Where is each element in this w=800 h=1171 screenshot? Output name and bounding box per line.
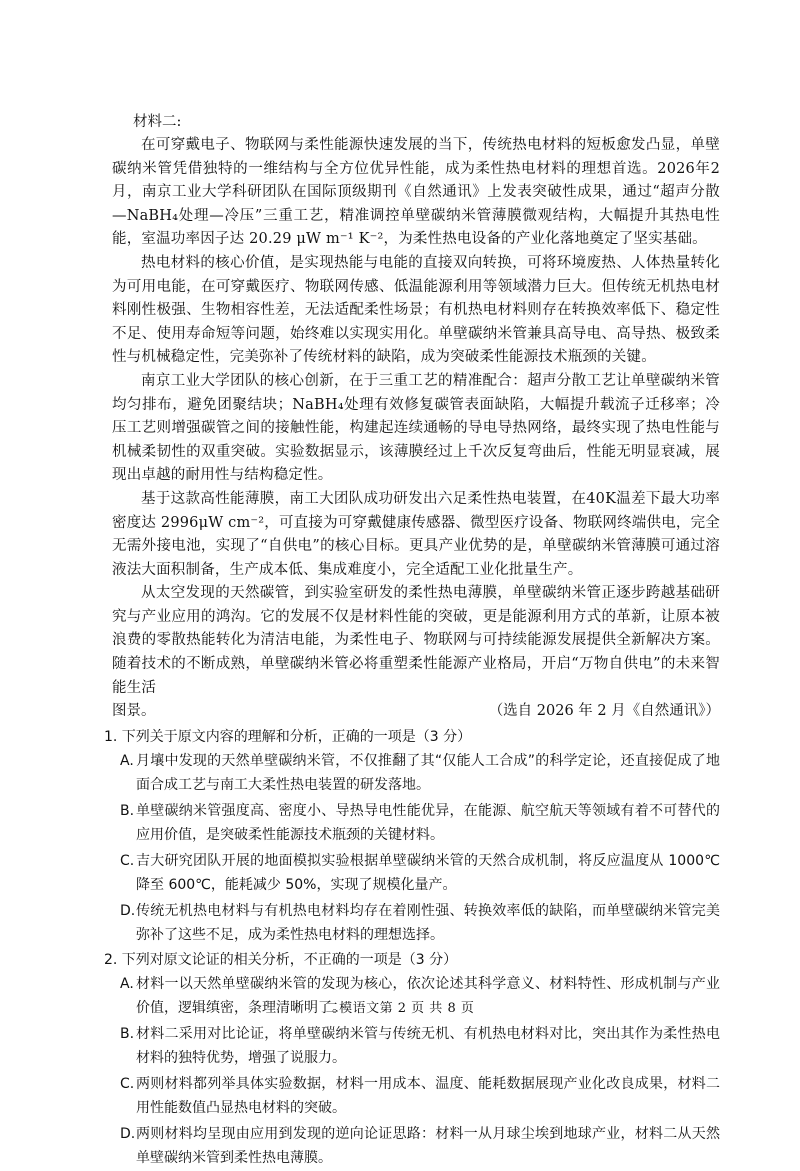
material-heading: 材料二: <box>133 114 182 130</box>
question-1-option-a <box>120 749 720 798</box>
option-text: 材料二采用对比论证，将单壁碳纳米管与传统无机、有机热电材料对比，突出其作为柔性热电材料的独特优势，增强了说服力。 <box>136 1025 720 1067</box>
material-source-citation: （选自 2026 年 2 月《自然通讯》） <box>488 703 720 720</box>
question-1-stem: 1. 下列关于原文内容的理解和分析，正确的一项是（3 分） <box>104 728 472 745</box>
question-1-option-d <box>120 899 720 948</box>
option-letter: C. <box>120 852 135 869</box>
material-paragraph-1: 在可穿戴电子、物联网与柔性能源快速发展的当下，传统热电材料的短板愈发凸显，单壁碳纳米管凭借独特的一维结构与全方位优异性能，成为柔性热电材料的理想首选。2026年2月，南京工业大学科研团队在国际顶级期刊《自然通讯》上发表突破性成果，通过“超声分散—NaBH₄处理—冷压”三重工艺，精准调控单壁碳纳米管薄膜微观结构，大幅提升其热电性能，室温功率因子达 20.29 μW m⁻¹ K⁻²，为柔性热电设备的产业化落地奠定了坚实基础。 <box>112 137 720 248</box>
question-2-option-d <box>120 1122 720 1171</box>
material-paragraph-3: 南京工业大学团队的核心创新，在于三重工艺的精准配合：超声分散工艺让单壁碳纳米管均匀排布，避免团聚结块；NaBH₄处理有效修复碳管表面缺陷，大幅提升载流子迁移率；冷压工艺则增强碳管之间的接触性能，构建起连续通畅的导电导热网络，最终实现了热电性能与机械柔韧性的双重突破。实验数据显示，该薄膜经过上千次反复弯曲后，性能无明显衰减，展现出卓越的耐用性与结构稳定性。 <box>112 372 720 484</box>
material-paragraph-5: 从太空发现的天然碳管，到实验室研发的柔性热电薄膜，单壁碳纳米管正逐步跨越基础研究与产业应用的鸿沟。它的发展不仅是材料性能的突破，更是能源利用方式的革新，让原本被浪费的零散热能转化为清洁电能，为柔性电子、物联网与可持续能源发展提供全新解决方案。随着技术的不断成熟，单壁碳纳米管必将重塑柔性能源产业格局，开启“万物自供电”的未来智能生活 <box>112 585 720 696</box>
option-letter: D. <box>120 902 136 919</box>
option-text: 两则材料均呈现由应用到发现的逆向论证思路：材料一从月球尘埃到地球产业，材料二从天然单壁碳纳米管到柔性热电薄膜。 <box>136 1125 720 1167</box>
option-letter: B. <box>120 1025 135 1042</box>
option-letter: A. <box>120 752 134 769</box>
question-2-option-b <box>120 1022 720 1071</box>
question-2 <box>104 949 720 1171</box>
material-last-words: 图景。 <box>112 703 156 720</box>
material-paragraph-2: 热电材料的核心价值，是实现热能与电能的直接双向转换，可将环境废热、人体热量转化为可用电能，在可穿戴医疗、物联网传感、低温能源利用等领域潜力巨大。但传统无机热电材料刚性极强、生物相容性差，无法适配柔性场景；有机热电材料则存在转换效率低下、稳定性不足、使用寿命短等问题，始终难以实现实用化。单壁碳纳米管兼具高导电、高导热、极致柔性与机械稳定性，完美弥补了传统材料的缺陷，成为突破柔性能源技术瓶颈的关键。 <box>112 254 720 366</box>
material-body <box>112 134 720 724</box>
material-closing-line <box>112 700 720 724</box>
option-letter: B. <box>120 802 135 819</box>
option-letter: C. <box>120 1075 135 1092</box>
option-letter: A. <box>120 975 134 992</box>
option-text: 材料一以天然单壁碳纳米管的发现为核心，依次论述其科学意义、材料特性、形成机制与产业价值，逻辑缜密，条理清晰明了。 <box>136 975 720 1017</box>
option-text: 单壁碳纳米管强度高、密度小、导热导电性能优异，在能源、航空航天等领域有着不可替代的应用价值，是突破柔性能源技术瓶颈的关键材料。 <box>136 802 720 844</box>
question-1-option-c <box>120 849 720 898</box>
option-text: 月壤中发现的天然单壁碳纳米管，不仅推翻了其“仅能人工合成”的科学定论，还直接促成了地面合成工艺与南工大柔性热电装置的研发落地。 <box>136 752 720 794</box>
option-text: 两则材料都列举具体实验数据，材料一用成本、温度、能耗数据展现产业化改良成果，材料二用性能数值凸显热电材料的突破。 <box>136 1075 720 1117</box>
material-paragraph-4: 基于这款高性能薄膜，南工大团队成功研发出六足柔性热电装置，在40K温差下最大功率密度达 2996μW cm⁻²，可直接为可穿戴健康传感器、微型医疗设备、物联网终端供电，完全无需外接电池，实现了“自供电”的核心目标。更具产业优势的是，单壁碳纳米管薄膜可通过溶液法大面积制备，生产成本低、集成难度小，完全适配工业化批量生产。 <box>112 490 720 578</box>
question-1 <box>104 726 720 948</box>
option-text: 传统无机热电材料与有机热电材料均存在着刚性强、转换效率低的缺陷，而单壁碳纳米管完美弥补了这些不足，成为柔性热电材料的理想选择。 <box>136 902 720 944</box>
option-letter: D. <box>120 1125 136 1142</box>
question-2-stem: 2. 下列对原文论证的相关分析，不正确的一项是（3 分） <box>104 951 458 968</box>
option-text: 吉大研究团队开展的地面模拟实验根据单壁碳纳米管的天然合成机制，将反应温度从 1000℃降至 600℃，能耗减少 50%，实现了规模化量产。 <box>136 852 720 894</box>
page-footer: 二模语文第 2 页 共 8 页 <box>325 1001 475 1016</box>
question-2-option-c <box>120 1072 720 1121</box>
question-1-option-b <box>120 799 720 848</box>
